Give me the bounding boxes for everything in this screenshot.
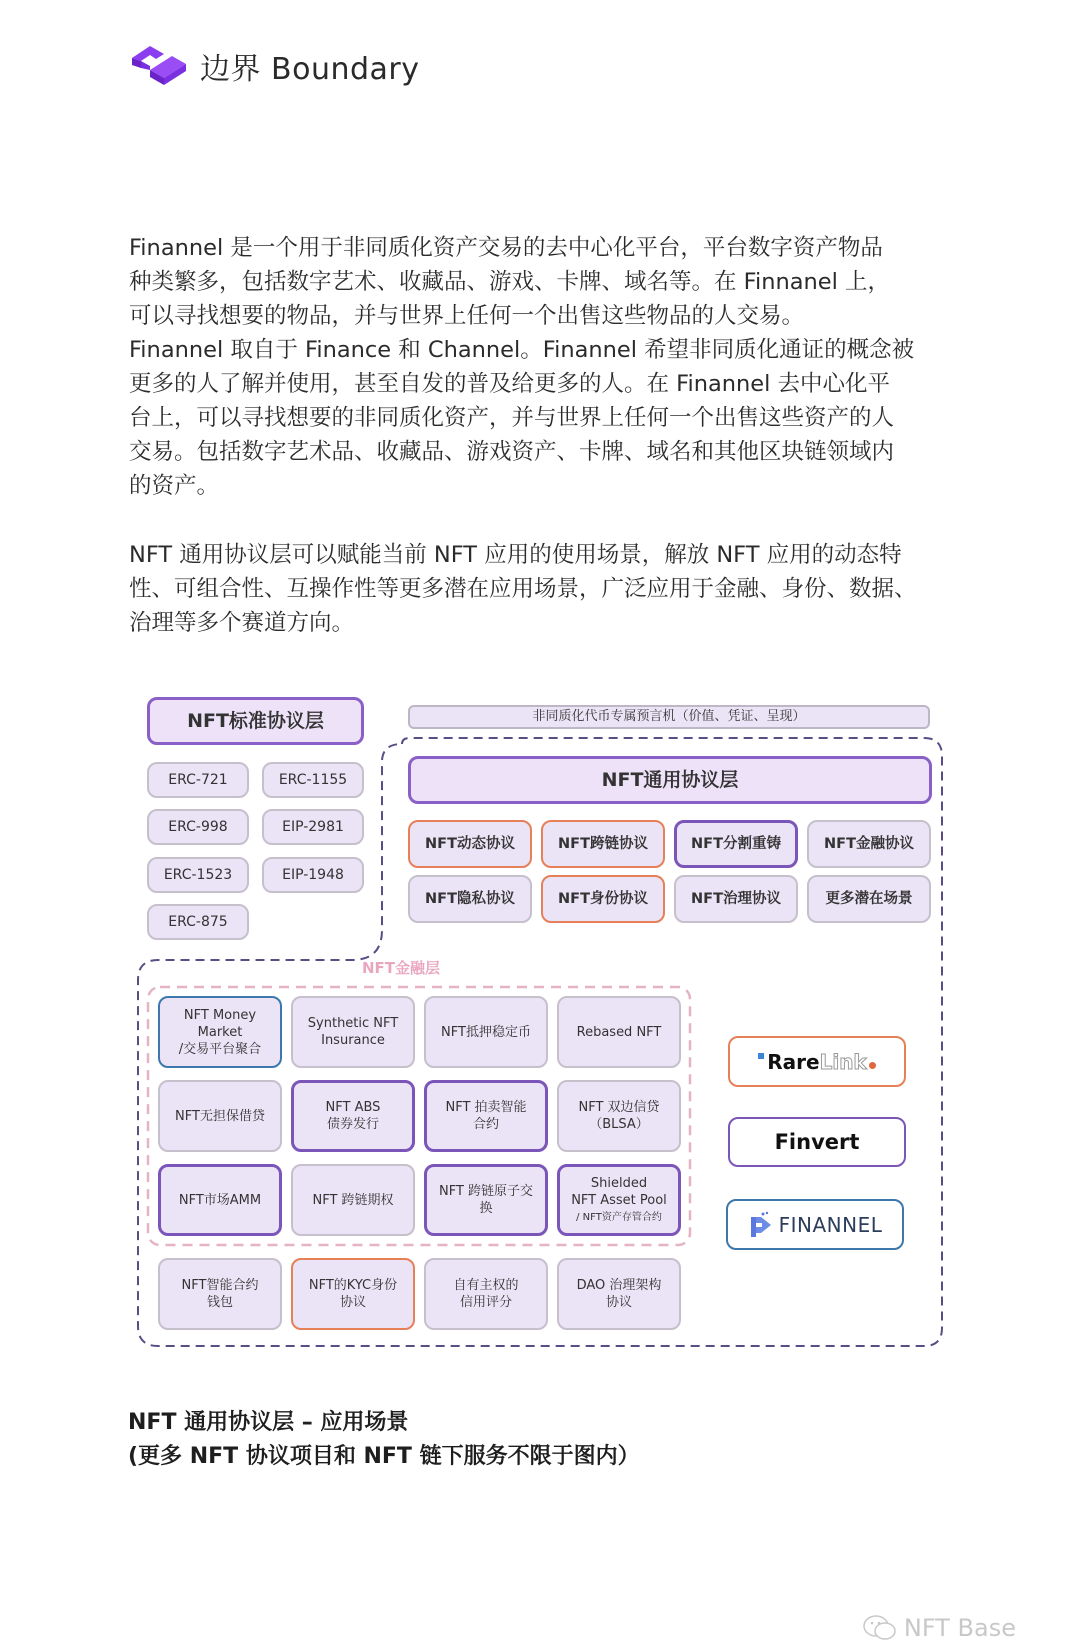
item-text-line: 债券发行 [326,1117,379,1132]
finvert-label: Finvert [774,1130,860,1154]
standard-erc-875: ERC-875 [147,904,249,940]
application-item [424,1258,548,1330]
item-text-line: /交易平台聚合 [178,1041,262,1057]
watermark [862,1614,1016,1642]
standard-eip-1948: EIP-1948 [262,857,364,893]
text-line: 交易。包括数字艺术品、收藏品、游戏资产、卡牌、域名和其他区块链领域内 [129,439,895,465]
diagram-caption-note: (更多 NFT 协议项目和 NFT 链下服务不限于图内） [128,1444,640,1469]
text-line: Finannel 取自于 Finance 和 Channel。Finannel 希望非同质化通证的概念被 [129,337,915,363]
text-line: 更多的人了解并使用，甚至自发的普及给更多的人。在 Finannel 去中心化平 [129,371,891,397]
finannel-label: FINANNEL [778,1212,883,1237]
item-text-line: NFT 跨链原子交 [438,1184,534,1199]
partner-finvert [728,1117,906,1167]
brand-name-en: Boundary [271,52,420,87]
item-text-line: Market [197,1024,243,1040]
diagram-caption-title: NFT 通用协议层 – 应用场景 [128,1410,409,1435]
text-line: 台上，可以寻找想要的非同质化资产，并与世界上任何一个出售这些资产的人 [129,405,895,431]
item-text-line: NFT Asset Pool [571,1192,667,1208]
finance-item [557,1080,681,1152]
rarelink-logo-icon [758,1053,764,1059]
rarelink-link: Link [819,1049,867,1074]
general-layer-title: NFT通用协议层 [408,756,932,804]
watermark-text: NFT Base [903,1614,1016,1642]
application-item [557,1258,681,1330]
item-text-line: 协议 [339,1295,366,1310]
finance-item [291,1080,415,1152]
finance-item [557,1164,681,1236]
item-text-line: NFT的KYC身份 [308,1278,398,1293]
finance-item [158,1164,282,1236]
general-protocol-item: 更多潜在场景 [807,875,931,923]
application-item [291,1258,415,1330]
item-text-line: 自有主权的 [453,1278,519,1293]
text-line: 种类繁多，包括数字艺术、收藏品、游戏、卡牌、域名等。在 Finnanel 上， [129,269,891,295]
standard-eip-2981: EIP-2981 [262,809,364,845]
item-text-line: Rebased NFT [576,1024,662,1040]
item-text-line: DAO 治理架构 [576,1278,662,1293]
item-text-line: NFT市场AMM [178,1192,262,1208]
item-text-line: NFT ABS [325,1100,381,1115]
item-text-line: （BLSA） [589,1117,649,1132]
brand-name-cn: 边界 [200,52,261,87]
standard-erc-721: ERC-721 [147,762,249,798]
finance-item [158,1080,282,1152]
general-protocol-item: NFT动态协议 [408,820,532,868]
standard-erc-1523: ERC-1523 [147,857,249,893]
finance-layer-title: NFT金融层 [362,959,441,977]
general-protocol-item: NFT金融协议 [807,820,931,868]
finance-item [424,1080,548,1152]
item-text-line: NFT无担保借贷 [175,1108,265,1124]
text-line: Finannel 是一个用于非同质化资产交易的去中心化平台，平台数字资产物品 [129,235,883,261]
wechat-icon [862,1614,898,1642]
general-protocol-item: NFT跨链协议 [541,820,665,868]
finance-item [424,1164,548,1236]
item-text-line: NFT 双边信贷 [578,1100,660,1115]
item-text-line: Insurance [321,1033,385,1048]
item-text-line: 协议 [605,1295,632,1310]
finance-item [424,996,548,1068]
item-text-line: Synthetic NFT [307,1016,399,1031]
finance-item [158,996,282,1068]
text-line: NFT 通用协议层可以赋能当前 NFT 应用的使用场景，解放 NFT 应用的动态特 [129,542,902,568]
partner-rarelink [728,1036,906,1087]
standard-erc-1155: ERC-1155 [262,762,364,798]
item-text-line: / NFT资产存管合约 [576,1211,662,1223]
item-text-line: NFT 拍卖智能 [445,1100,527,1115]
item-text-line: NFT Money [183,1007,257,1023]
finance-item [291,996,415,1068]
rarelink-rare: Rare [767,1049,820,1074]
finance-item [291,1164,415,1236]
item-text-line: NFT 跨链期权 [312,1192,394,1208]
finance-item [557,996,681,1068]
standard-layer-title: NFT标准协议层 [147,697,364,745]
general-protocol-item: NFT治理协议 [674,875,798,923]
general-protocol-item: NFT身份协议 [541,875,665,923]
text-line: 的资产。 [129,473,220,499]
rarelink-dot-icon [869,1062,876,1069]
partner-finannel [726,1199,904,1250]
item-text-line: NFT智能合约 [181,1278,259,1293]
oracle-bar: 非同质化代币专属预言机（价值、凭证、呈现） [408,705,930,729]
finannel-logo-icon [748,1211,774,1239]
text-line: 可以寻找想要的物品，并与世界上任何一个出售这些物品的人交易。 [129,303,805,329]
item-text-line: 换 [479,1201,493,1216]
item-text-line: 钱包 [206,1295,233,1310]
standard-erc-998: ERC-998 [147,809,249,845]
general-protocol-item: NFT隐私协议 [408,875,532,923]
item-text-line: 合约 [472,1117,499,1132]
item-text-line: 信用评分 [459,1295,512,1310]
item-text-line: Shielded [590,1175,648,1191]
item-text-line: NFT抵押稳定币 [441,1024,531,1040]
text-line: 性、可组合性、互操作性等更多潜在应用场景，广泛应用于金融、身份、数据、 [129,576,917,602]
general-protocol-item: NFT分割重铸 [674,820,798,868]
application-item [158,1258,282,1330]
text-line: 治理等多个赛道方向。 [129,610,355,636]
